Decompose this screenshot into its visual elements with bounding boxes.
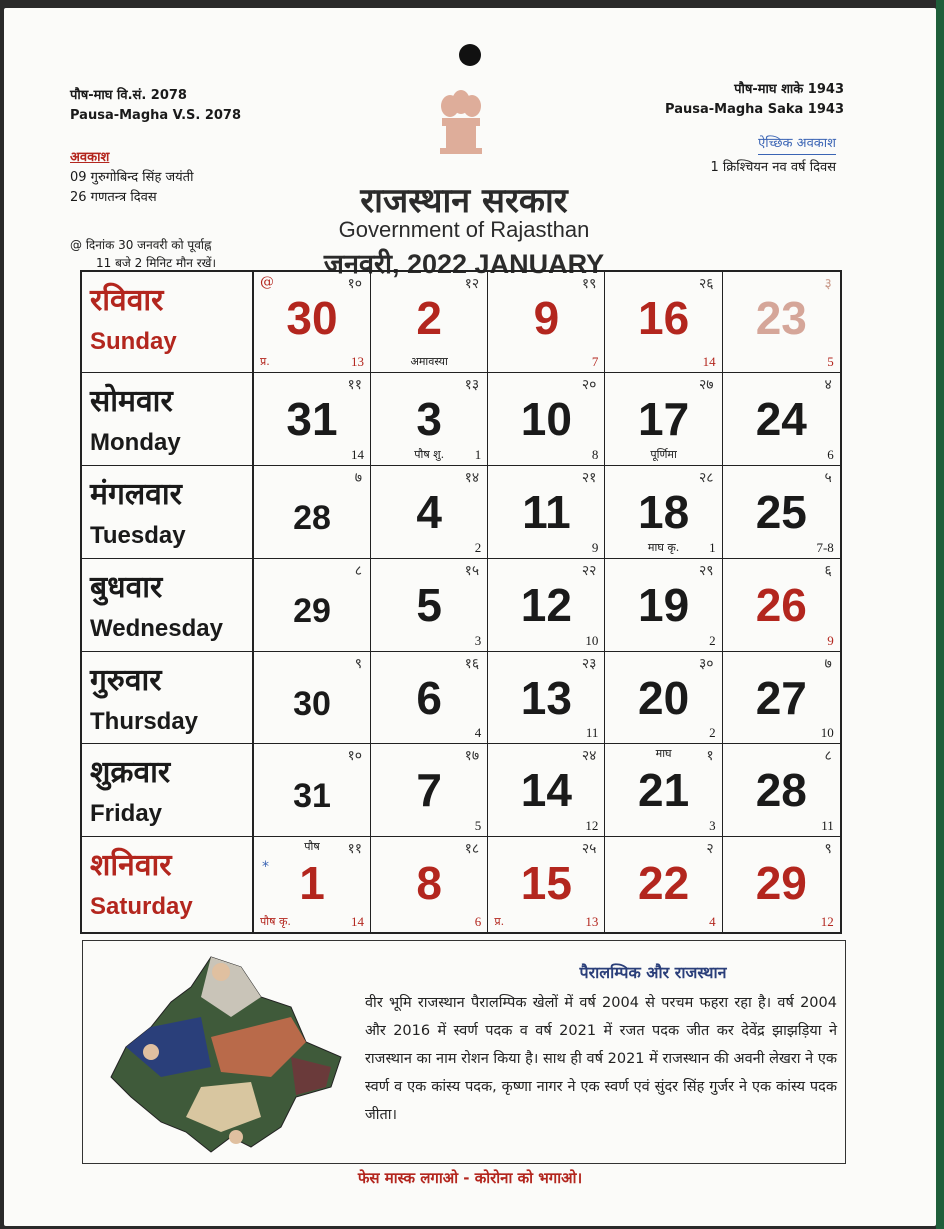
tithi-number: 10	[585, 633, 599, 648]
tithi-number: 4	[709, 914, 716, 929]
date-number: 14	[520, 764, 572, 816]
tithi-number: 7	[591, 354, 599, 369]
weekday-cell	[82, 559, 254, 651]
hindi-date: १६	[464, 656, 480, 672]
weekday-english: Saturday	[90, 893, 193, 920]
tithi-number: 3	[709, 818, 716, 833]
date-cell	[254, 559, 371, 651]
date-cell	[488, 466, 605, 558]
hindi-date: १२	[464, 276, 480, 292]
tithi-number: 12	[585, 818, 599, 833]
holiday-item: 26 गणतन्त्र दिवस	[70, 190, 157, 205]
hindi-date: २६	[699, 276, 714, 292]
date-cell	[371, 373, 488, 465]
date-cell	[606, 652, 723, 743]
footer-slogan: फेस मास्क लगाओ - कोरोना को भगाओ।	[357, 1169, 583, 1187]
date-number: 30	[286, 292, 338, 344]
hindi-date: १०	[347, 276, 362, 292]
weekday-english: Thursday	[90, 708, 199, 735]
date-number: 11	[522, 486, 571, 538]
month-label: पौष	[304, 840, 320, 853]
hindi-date: ३०	[699, 656, 714, 672]
date-number: 27	[755, 672, 807, 724]
weekday-english: Sunday	[90, 328, 177, 355]
optional-holiday-title: ऐच्छिक अवकाश	[758, 134, 836, 155]
date-cell	[371, 559, 488, 651]
info-box	[82, 940, 846, 1164]
date-cell	[723, 559, 840, 651]
tithi-number: 6	[827, 447, 834, 462]
tithi-number: 14	[702, 354, 716, 369]
tithi-number: 9	[827, 633, 834, 648]
weekday-hindi: बुधवार	[90, 570, 163, 605]
optional-holiday-star-icon: *	[262, 859, 269, 875]
date-number: 25	[755, 486, 807, 538]
info-title: पैरालम्पिक और राजस्थान	[579, 963, 727, 982]
hindi-date: २४	[581, 748, 597, 764]
tithi-label: अमावस्या	[410, 355, 448, 368]
date-number: 31	[293, 777, 331, 815]
weekday-hindi: मंगलवार	[90, 477, 182, 512]
weekday-english: Friday	[90, 800, 163, 827]
hindi-date: १५	[464, 563, 480, 579]
date-number: 1	[299, 857, 325, 909]
tithi-label: पूर्णिमा	[650, 448, 677, 461]
tithi-number: 11	[821, 818, 834, 833]
tithi-number: 1	[709, 540, 716, 555]
hindi-date: २७	[699, 377, 714, 393]
date-cell	[723, 652, 840, 743]
date-cell	[371, 837, 488, 932]
hindi-date: २९	[699, 563, 714, 579]
weekday-cell	[82, 373, 254, 465]
date-cell	[254, 373, 371, 465]
silence-note: @ दिनांक 30 जनवरी को पूर्वाह्न	[70, 238, 212, 252]
tithi-number: 12	[820, 914, 834, 929]
hindi-date: ९	[354, 656, 362, 672]
date-number: 12	[520, 579, 572, 631]
paksha-label: प्र.	[494, 915, 505, 928]
date-number: 2	[416, 292, 442, 344]
tithi-number: 2	[709, 633, 716, 648]
hindi-date: २३	[581, 656, 597, 672]
tithi-number: 14	[351, 914, 364, 929]
date-cell	[254, 744, 371, 836]
tithi-number: 8	[591, 447, 599, 462]
hindi-date: २२	[581, 563, 597, 579]
weekday-cell	[82, 466, 254, 558]
weekday-cell	[82, 652, 254, 743]
hindi-date: १०	[347, 748, 362, 764]
holiday-title: अवकाश	[70, 150, 110, 165]
tithi-number: 13	[585, 914, 599, 929]
date-cell	[254, 652, 371, 743]
hindi-date: ७	[354, 470, 362, 486]
date-number: 8	[416, 857, 442, 909]
date-cell	[254, 837, 371, 932]
date-number: 16	[638, 292, 690, 344]
govt-title-english: Government of Rajasthan	[338, 217, 590, 242]
saka-hindi: पौष-माघ शाके 1943	[734, 82, 844, 97]
date-cell	[723, 272, 840, 372]
hindi-date: ५	[824, 470, 832, 486]
hindi-date: २५	[581, 841, 597, 857]
date-number: 6	[416, 672, 442, 724]
weekday-hindi: शुक्रवार	[90, 755, 171, 790]
tithi-number: 1	[474, 447, 482, 462]
date-cell	[606, 466, 723, 558]
date-number: 3	[416, 393, 442, 445]
note-marker: @	[260, 274, 274, 290]
tithi-label: पौष शु.	[414, 448, 445, 461]
hindi-date: १८	[464, 841, 480, 857]
paksha-label: पौष कृ.	[260, 915, 291, 928]
date-number: 30	[293, 685, 331, 723]
hindi-date: ३	[824, 276, 832, 292]
tithi-number: 6	[474, 914, 482, 929]
date-cell	[488, 272, 605, 372]
national-emblem-icon	[436, 88, 486, 168]
tithi-number: 11	[585, 725, 599, 740]
week-row-thursday	[82, 652, 840, 744]
silence-note: 11 बजे 2 मिनिट मौन रखें।	[96, 256, 217, 270]
background-edge	[936, 0, 944, 1229]
week-row-saturday	[82, 837, 840, 932]
calendar-grid	[80, 270, 842, 934]
weekday-cell	[82, 837, 254, 932]
date-number: 5	[416, 579, 442, 631]
date-cell	[254, 272, 371, 372]
weekday-cell	[82, 272, 254, 372]
date-number: 9	[533, 292, 560, 344]
date-number: 22	[638, 857, 690, 909]
vikram-samvat-hindi: पौष-माघ वि.सं. 2078	[70, 88, 187, 103]
date-cell	[606, 373, 723, 465]
tithi-number: 3	[474, 633, 482, 648]
saka-english: Pausa-Magha Saka 1943	[665, 102, 844, 117]
govt-title-hindi: राजस्थान सरकार	[360, 181, 568, 221]
tithi-number: 2	[474, 540, 482, 555]
date-number: 19	[638, 579, 690, 631]
date-number: 29	[755, 857, 807, 909]
weekday-english: Tuesday	[90, 522, 186, 549]
hindi-date: २०	[581, 377, 597, 393]
hindi-date: २८	[699, 470, 714, 486]
week-row-friday	[82, 744, 840, 837]
hindi-date: १	[706, 748, 714, 764]
rajasthan-map-icon	[91, 947, 361, 1161]
date-cell	[606, 272, 723, 372]
date-number: 17	[638, 393, 690, 445]
date-number: 4	[416, 486, 442, 538]
weekday-cell	[82, 744, 254, 836]
date-cell	[723, 837, 840, 932]
hindi-date: १९	[581, 276, 597, 292]
hindi-date: १३	[464, 377, 480, 393]
hindi-date: १७	[464, 748, 480, 764]
date-cell	[488, 837, 605, 932]
tithi-number: 9	[591, 540, 599, 555]
weekday-english: Monday	[90, 429, 181, 456]
date-number: 24	[755, 393, 807, 445]
date-number: 7	[416, 764, 442, 816]
date-cell	[371, 652, 488, 743]
tithi-number: 5	[474, 818, 482, 833]
hindi-date: ७	[824, 656, 832, 672]
date-number: 10	[520, 393, 572, 445]
date-cell	[488, 744, 605, 836]
tithi-number: 13	[351, 354, 364, 369]
vikram-samvat-english: Pausa-Magha V.S. 2078	[70, 108, 242, 123]
hindi-date: ६	[824, 563, 832, 579]
date-cell	[488, 373, 605, 465]
date-cell	[371, 744, 488, 836]
date-number: 20	[638, 672, 690, 724]
date-cell	[371, 272, 488, 372]
date-cell	[723, 466, 840, 558]
hindi-date: २	[706, 841, 714, 857]
date-number: 13	[520, 672, 572, 724]
optional-holiday-item: 1 क्रिश्चियन नव वर्ष दिवस	[710, 160, 836, 175]
week-row-sunday	[82, 272, 840, 373]
month-label: माघ	[655, 747, 672, 760]
hindi-date: ८	[824, 748, 832, 764]
tithi-number: 7-8	[816, 540, 834, 555]
hindi-date: २१	[581, 470, 597, 486]
date-number: 15	[520, 857, 572, 909]
hindi-date: ८	[354, 563, 362, 579]
date-cell	[723, 373, 840, 465]
date-number: 26	[755, 579, 807, 631]
holiday-item: 09 गुरुगोबिन्द सिंह जयंती	[70, 170, 194, 185]
date-cell	[488, 559, 605, 651]
date-cell	[488, 652, 605, 743]
date-cell	[254, 466, 371, 558]
tithi-number: 5	[827, 354, 834, 369]
date-number: 29	[293, 592, 331, 630]
hindi-date: ११	[347, 841, 362, 857]
tithi-number: 4	[474, 725, 482, 740]
info-text: वीर भूमि राजस्थान पैरालम्पिक खेलों में वर्ष 2004 से परचम फहरा रहा है। वर्ष 2004 और 2016 में स्वर्ण पदक व वर्ष 2021 में रजत पदक जीत कर देवेंद्र झाझड़िया ने राजस्थान का नाम रोशन किया है। साथ ही वर्ष 2021 में राजस्थान की अवनी लेखरा ने एक स्वर्ण व एक कांस्य पदक, कृष्णा नागर ने एक स्वर्ण एवं सुंदर सिंह गुर्जर ने एक कांस्य पदक जीता।	[365, 995, 837, 1123]
date-number: 31	[286, 393, 338, 445]
date-number: 21	[638, 764, 690, 816]
tithi-label: माघ कृ.	[647, 541, 680, 554]
weekday-hindi: रविवार	[90, 283, 164, 318]
weekday-hindi: गुरुवार	[90, 663, 162, 698]
hindi-date: ४	[824, 377, 832, 393]
week-row-wednesday	[82, 559, 840, 652]
date-cell	[723, 744, 840, 836]
weekday-english: Wednesday	[90, 615, 223, 642]
hindi-date: ११	[347, 377, 362, 393]
hindi-date: ९	[824, 841, 832, 857]
tithi-number: 14	[351, 447, 364, 462]
date-cell	[371, 466, 488, 558]
tithi-number: 2	[709, 725, 716, 740]
date-number: 28	[293, 499, 331, 537]
weekday-hindi: शनिवार	[90, 848, 172, 883]
tithi-number: 10	[820, 725, 834, 740]
date-cell	[606, 744, 723, 836]
week-row-tuesday	[82, 466, 840, 559]
month-title: जनवरी, 2022 JANUARY	[323, 249, 605, 279]
weekday-hindi: सोमवार	[90, 384, 173, 419]
hindi-date: १४	[464, 470, 480, 486]
week-row-monday	[82, 373, 840, 466]
date-number: 23	[755, 292, 807, 344]
date-number: 28	[755, 764, 807, 816]
date-cell	[606, 837, 723, 932]
hanging-hole	[459, 44, 481, 66]
date-number: 18	[638, 486, 690, 538]
date-cell	[606, 559, 723, 651]
paksha-label: प्र.	[260, 355, 270, 368]
